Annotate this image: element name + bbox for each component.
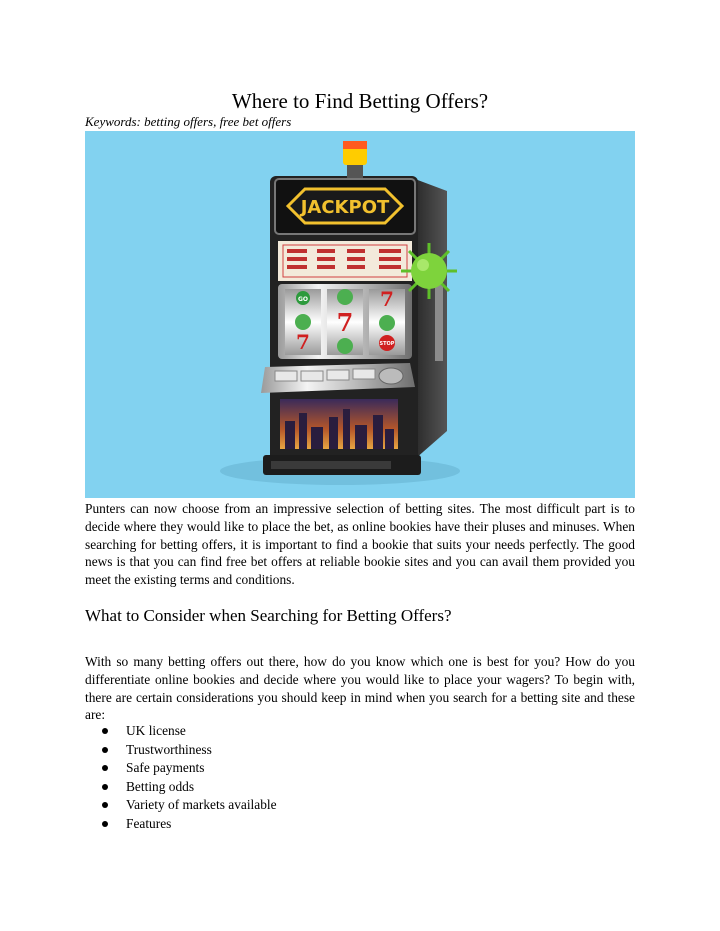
considerations-list <box>100 722 277 834</box>
list-item: Trustworthiness <box>100 741 277 760</box>
keywords-line: Keywords: betting offers, free bet offers <box>85 114 292 129</box>
svg-text:7: 7 <box>296 330 310 354</box>
list-item: UK license <box>100 722 277 741</box>
reel-go-label: GO <box>297 296 309 303</box>
bullet-icon <box>102 728 108 734</box>
svg-text:7: 7 <box>380 287 394 311</box>
considerations-paragraph: With so many betting offers out there, how do you know which one is best for you? How do you differentiate online bookies and decide where you would like to place your wagers? To begin with, there are certain considerations you should keep in mind when you search for a betting site and these are: <box>85 654 635 723</box>
list-item: Variety of markets available <box>100 796 277 815</box>
list-item: Features <box>100 815 277 834</box>
intro-paragraph: Punters can now choose from an impressive selection of betting sites. The most difficult part is to decide where they would like to place the bet, as online bookies have their pluses and minuses. When searching for betting offers, it is important to find a bookie that suits your needs perfectly. The good news is that you can find free bet offers at reliable bookie sites and you can avail them provided you meet the existing terms and conditions. <box>85 501 635 588</box>
jackpot-sign-text: JACKPOT <box>300 197 390 218</box>
section-heading: What to Consider when Searching for Betting Offers? <box>85 606 452 625</box>
slot-machine-image <box>85 131 635 498</box>
bullet-icon <box>102 784 108 790</box>
list-item: Betting odds <box>100 778 277 797</box>
page-title: Where to Find Betting Offers? <box>231 89 489 113</box>
bullet-icon <box>102 802 108 808</box>
bullet-icon <box>102 765 108 771</box>
reel-stop-label: STOP <box>379 341 395 347</box>
bullet-icon <box>102 821 108 827</box>
list-item: Safe payments <box>100 759 277 778</box>
reel-center-seven: 7 <box>336 308 354 337</box>
bullet-icon <box>102 747 108 753</box>
